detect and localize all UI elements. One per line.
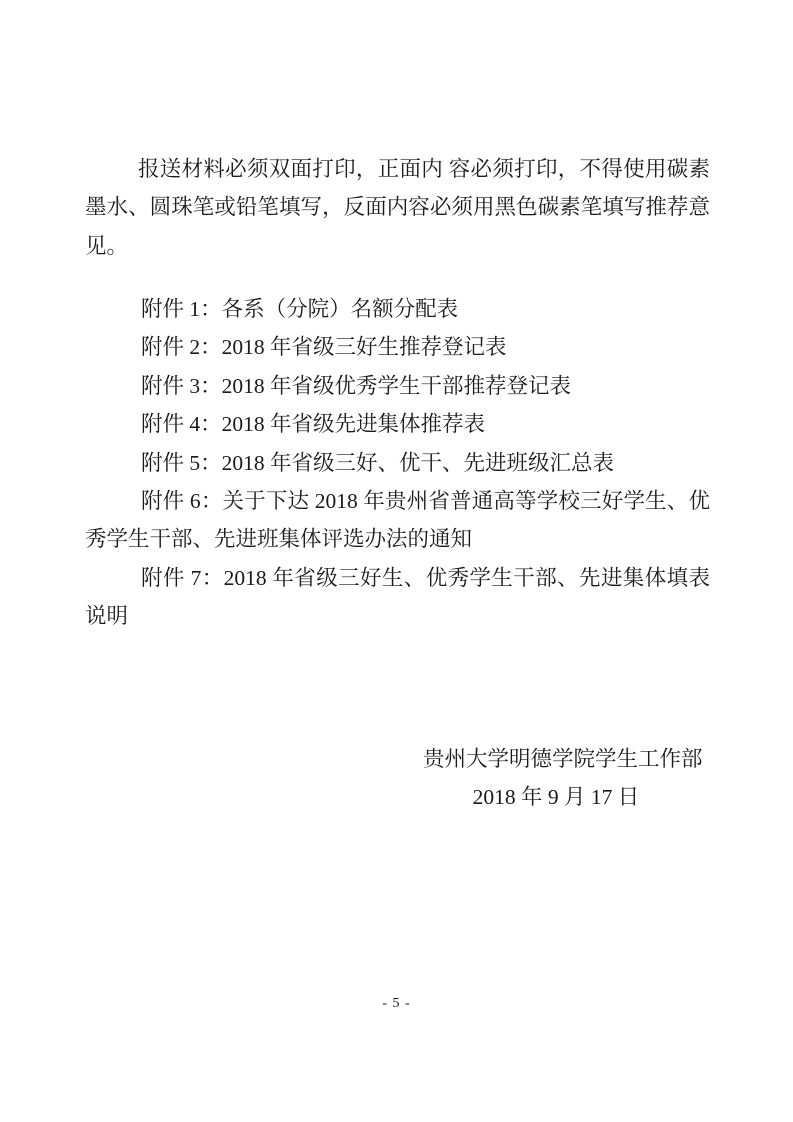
attachment-item: 附件 7：2018 年省级三好生、优秀学生干部、先进集体填表说明 [85, 565, 710, 629]
attachment-item: 附件 2：2018 年省级三好生推荐登记表 [141, 335, 507, 360]
attachments-list [85, 290, 710, 636]
attachment-item: 附件 1：各系（分院）名额分配表 [141, 297, 459, 321]
page-number: - 5 - [382, 996, 411, 1011]
signature-block [423, 740, 703, 817]
attachment-item: 附件 3：2018 年省级优秀学生干部推荐登记表 [141, 373, 572, 398]
attachment-item: 附件 4：2018 年省级先进集体推荐表 [141, 412, 486, 437]
attachment-item: 附件 5：2018 年省级三好、优干、先进班级汇总表 [141, 450, 615, 475]
attachment-item: 附件 6：关于下达 2018 年贵州省普通高等学校三好学生、优秀学生干部、先进班集体评选办法的通知 [85, 489, 710, 552]
signing-department: 贵州大学明德学院学生工作部 [423, 747, 703, 771]
body-paragraph: 报送材料必须双面打印，正面内 容必须打印，不得使用碳素墨水、圆珠笔或铅笔填写，反面内容必须用黑色碳素笔填写推荐意见。 [85, 157, 710, 258]
signing-date: 2018 年 9 月 17 日 [472, 785, 640, 810]
body-paragraph-block [85, 150, 710, 265]
